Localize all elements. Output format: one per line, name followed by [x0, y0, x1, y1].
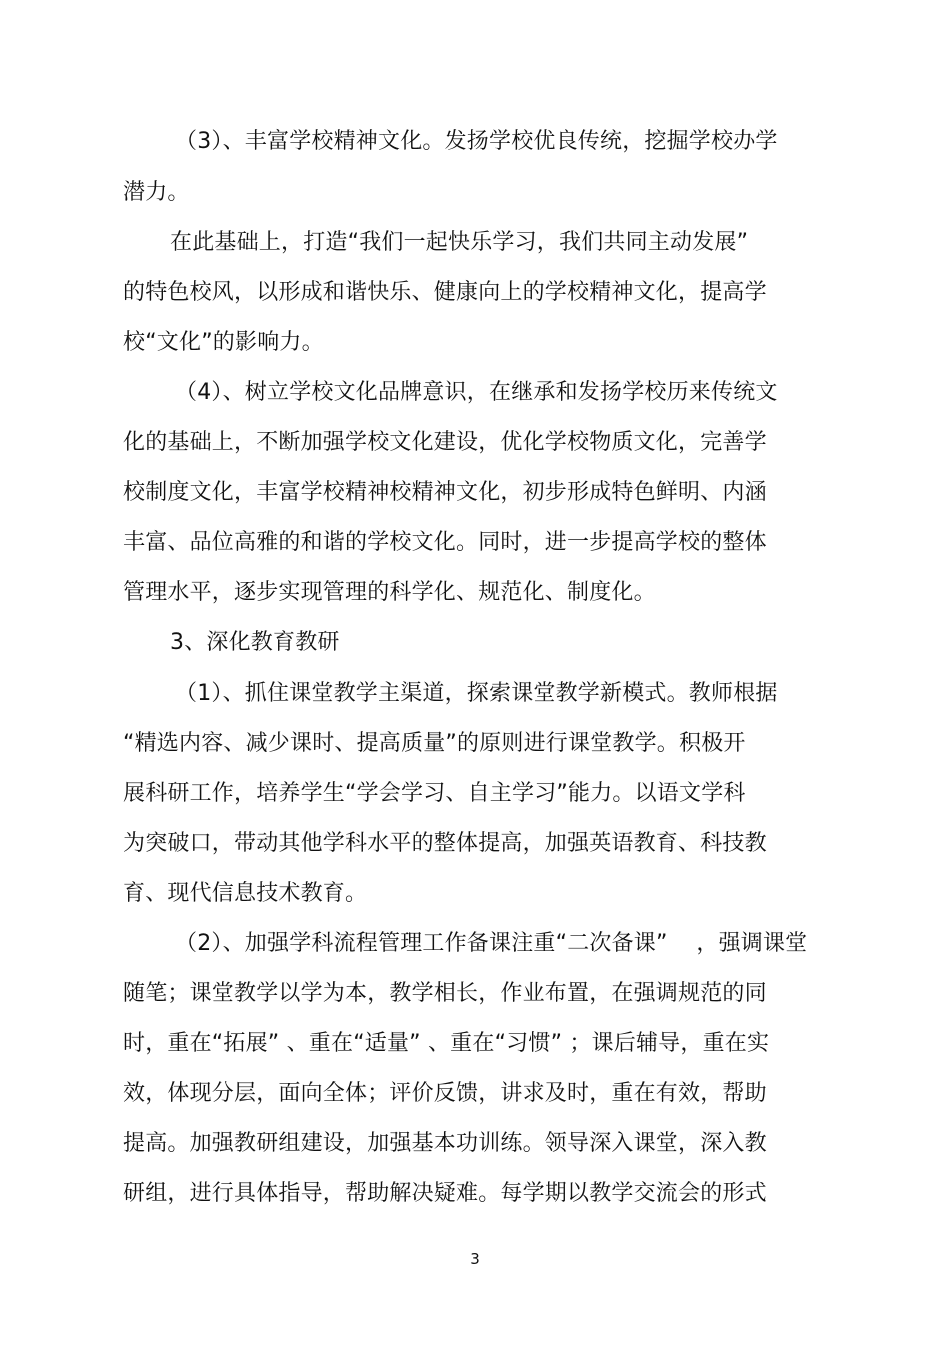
page-number: 3	[470, 1250, 480, 1268]
text-line: 提高。加强教研组建设，加强基本功训练。领导深入课堂，深入教	[123, 1131, 767, 1156]
text-line: （4）、树立学校文化品牌意识，在继承和发扬学校历来传统文	[175, 380, 778, 405]
text-line: （1）、抓住课堂教学主渠道，探索课堂教学新模式。教师根据	[175, 681, 778, 706]
text-line: （2）、加强学科流程管理工作备课注重“二次备课” ，强调课堂	[175, 931, 808, 956]
text-line: 随笔；课堂教学以学为本，教学相长，作业布置，在强调规范的同	[123, 981, 767, 1006]
text-line: 潜力。	[123, 180, 190, 205]
text-line: 化的基础上，不断加强学校文化建设，优化学校物质文化，完善学	[123, 430, 767, 455]
text-line: 校“文化”的影响力。	[123, 330, 324, 355]
section-heading: 3、深化教育教研	[170, 630, 340, 655]
text-line: 校制度文化，丰富学校精神校精神文化，初步形成特色鲜明、内涵	[123, 480, 767, 505]
text-line: 丰富、品位高雅的和谐的学校文化。同时，进一步提高学校的整体	[123, 530, 767, 555]
text-line: 研组，进行具体指导，帮助解决疑难。每学期以教学交流会的形式	[123, 1181, 767, 1206]
text-line: 展科研工作，培养学生“学会学习、自主学习”能力。以语文学科	[123, 781, 746, 806]
text-line: “精选内容、减少课时、提高质量”的原则进行课堂教学。积极开	[123, 731, 746, 756]
text-line: 管理水平，逐步实现管理的科学化、规范化、制度化。	[123, 580, 656, 605]
text-line: 育、现代信息技术教育。	[123, 881, 368, 906]
text-line: 在此基础上，打造“我们一起快乐学习，我们共同主动发展”	[170, 230, 749, 255]
text-line: 为突破口，带动其他学科水平的整体提高，加强英语教育、科技教	[123, 831, 767, 856]
text-line: 效，体现分层，面向全体；评价反馈，讲求及时，重在有效，帮助	[123, 1081, 767, 1106]
text-line: 的特色校风，以形成和谐快乐、健康向上的学校精神文化，提高学	[123, 280, 767, 305]
text-line: 时，重在“拓展” 、重在“适量” 、重在“习惯” ；课后辅导，重在实	[123, 1031, 770, 1056]
text-line: （3）、丰富学校精神文化。发扬学校优良传统，挖掘学校办学	[175, 129, 778, 154]
